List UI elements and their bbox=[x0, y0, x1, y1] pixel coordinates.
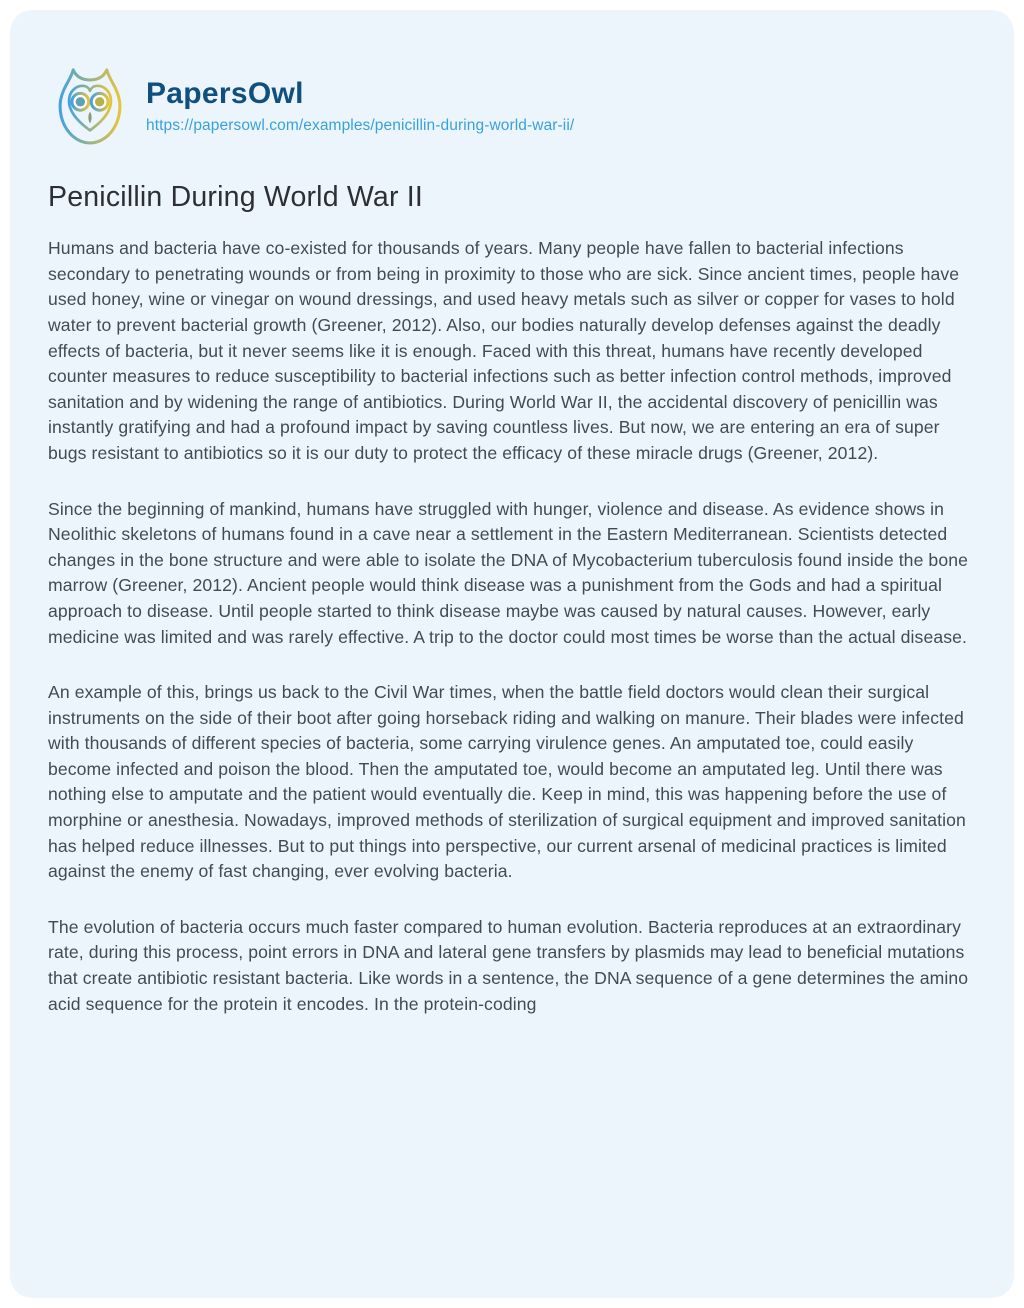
document-card bbox=[10, 10, 1014, 1298]
brand-name[interactable]: PapersOwl bbox=[146, 77, 304, 110]
header bbox=[48, 62, 976, 150]
source-url-link[interactable]: https://papersowl.com/examples/penicillin-during-world-war-ii/ bbox=[146, 117, 575, 134]
papersowl-owl-logo-icon[interactable] bbox=[48, 62, 132, 150]
brand-block bbox=[146, 77, 574, 135]
essay-paragraph-1: Humans and bacteria have co-existed for thousands of years. Many people have fallen to bacterial infections secondary to penetrating wounds or from being in proximity to those who are sick. Since ancient times, people have used honey, wine or vinegar on wound dressings, and used heavy metals such as silver or copper for vases to hold water to prevent bacterial growth (Greener, 2012). Also, our bodies naturally develop defenses against the deadly effects of bacteria, but it never seems like it is enough. Faced with this threat, humans have recently developed counter measures to reduce susceptibility to bacterial infections such as better infection control methods, improved sanitation and by widening the range of antibiotics. During World War II, the accidental discovery of penicillin was instantly gratifying and had a profound impact by saving countless lives. But now, we are entering an era of super bugs resistant to antibiotics so it is our duty to protect the efficacy of these miracle drugs (Greener, 2012). bbox=[48, 238, 960, 463]
essay-title: Penicillin During World War II bbox=[48, 181, 424, 213]
essay-paragraph-2: Since the beginning of mankind, humans have struggled with hunger, violence and disease. As evidence shows in Neolithic skeletons of humans found in a cave near a settlement in the Eastern Mediterranean. Scientists detected changes in the bone structure and were able to isolate the DNA of Mycobacterium tuberculosis found inside the bone marrow (Greener, 2012). Ancient people would think disease was a punishment from the Gods and had a spiritual approach to disease. Until people started to think disease maybe was caused by natural causes. However, early medicine was limited and was rarely effective. A trip to the doctor could most times be worse than the actual disease. bbox=[48, 498, 968, 647]
essay-paragraph-4: The evolution of bacteria occurs much faster compared to human evolution. Bacteria reproduces at an extraordinary rate, during this process, point errors in DNA and lateral gene transfers by plasmids may lead to beneficial mutations that create antibiotic resistant bacteria. Like words in a sentence, the DNA sequence of a gene determines the amino acid sequence for the protein it encodes. In the protein-coding bbox=[48, 916, 969, 1014]
essay-paragraph-3: An example of this, brings us back to the Civil War times, when the battle field doctors would clean their surgical instruments on the side of their boot after going horseback riding and walking on manure. Their blades were infected with thousands of different species of bacteria, some carrying virulence genes. An amputated toe, could easily become infected and poison the blood. Then the amputated toe, would become an amputated leg. Until there was nothing else to amputate and the patient would eventually die. Keep in mind, this was happening before the use of morphine or anesthesia. Nowadays, improved methods of sterilization of surgical equipment and improved sanitation has helped reduce illnesses. But to put things into perspective, our current arsenal of medicinal practices is limited against the enemy of fast changing, ever evolving bacteria. bbox=[48, 682, 966, 882]
essay-body bbox=[48, 236, 976, 1017]
